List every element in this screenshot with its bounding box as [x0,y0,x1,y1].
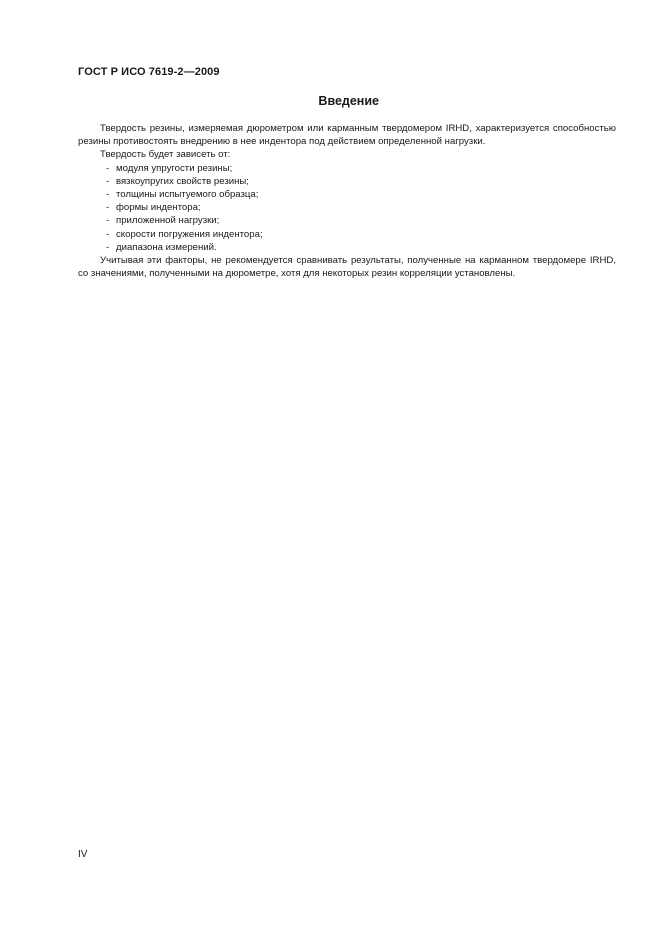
list-item [78,162,616,175]
list-item [78,241,616,254]
list-dash: - [106,175,110,187]
list-item [78,175,616,188]
list-item [78,228,616,241]
dependency-list [78,162,616,254]
paragraph-depends-on: Твердость будет зависеть от: [100,149,231,161]
list-dash: - [106,215,110,227]
list-item-text: вязкоупругих свойств резины; [116,175,249,187]
list-item [78,188,616,201]
introduction-body [78,122,616,280]
standard-code-header: ГОСТ Р ИСО 7619-2—2009 [78,66,220,78]
list-item-text: формы индентора; [116,202,201,214]
list-item-text: толщины испытуемого образца; [116,189,259,201]
paragraph-hardness-definition: Твердость резины, измеряемая дюрометром или карманным твердомером IRHD, характеризуется способностью резины противостоять внедрению в нее индентора под действием определенной нагрузки. [78,123,616,148]
list-dash: - [106,241,110,253]
paragraph-comparison-note: Учитывая эти факторы, не рекомендуется сравнивать результаты, полученные на карманном твердомере IRHD, со значениями, полученными на дюрометре, хотя для некоторых резин корреляции установлены. [78,255,616,280]
list-dash: - [106,189,110,201]
list-dash: - [106,162,110,174]
list-item-text: модуля упругости резины; [116,162,233,174]
list-item-text: скорости погружения индентора; [116,228,263,240]
list-item-text: диапазона измерений. [116,241,217,253]
list-item [78,201,616,214]
section-title: Введение [318,94,379,108]
list-dash: - [106,202,110,214]
page-number: IV [78,849,88,860]
list-item-text: приложенной нагрузки; [116,215,220,227]
list-dash: - [106,228,110,240]
list-item [78,214,616,227]
